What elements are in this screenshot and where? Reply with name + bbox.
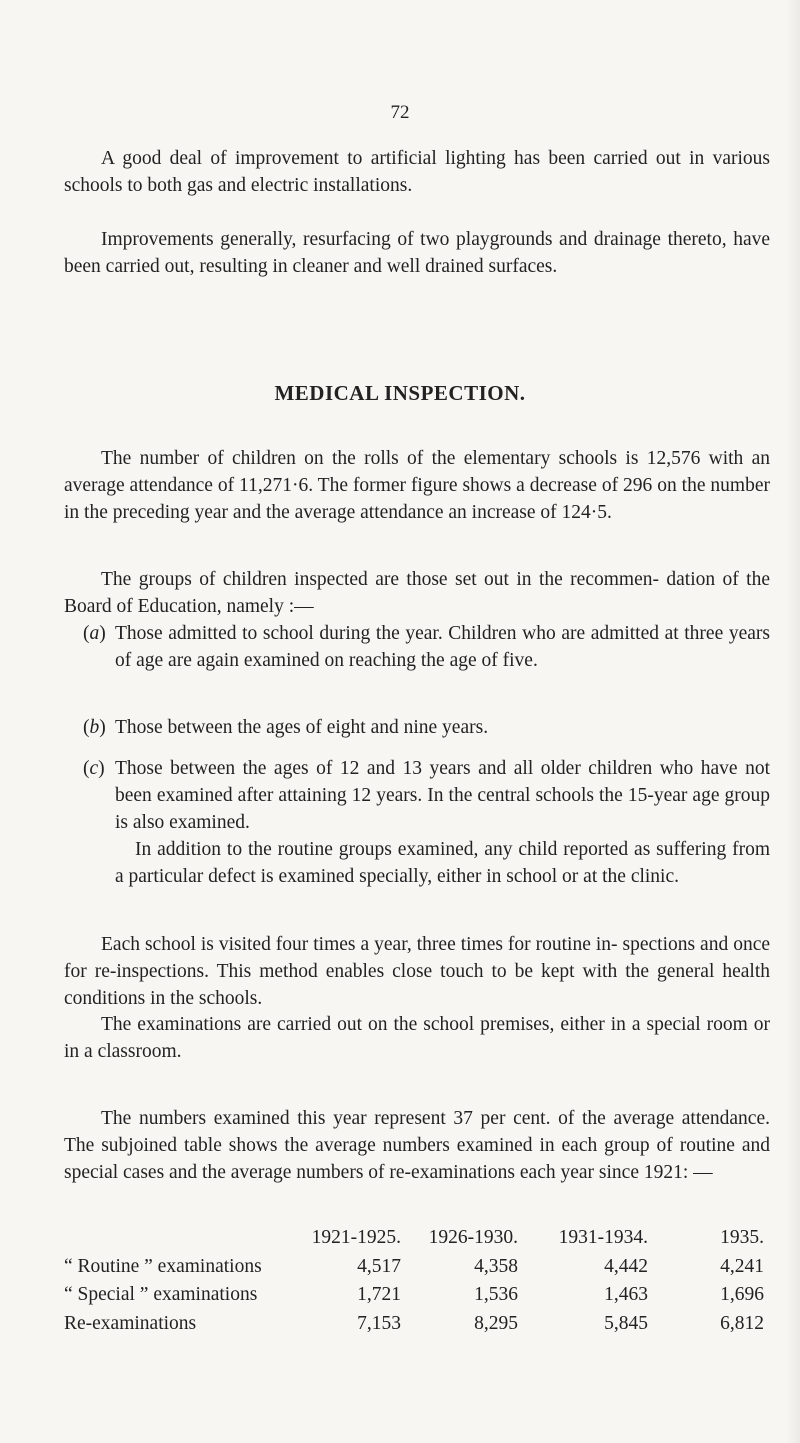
table-header-cell: 1931-1934.	[558, 1227, 648, 1248]
table-row	[64, 1256, 770, 1285]
table-cell: 4,442	[604, 1255, 648, 1277]
table-cell: 8,295	[474, 1312, 518, 1334]
table-cell: 1,696	[720, 1284, 764, 1305]
list-text-b: Those between the ages of eight and nine years.	[115, 717, 489, 738]
table-row-label: “ Special ” examinations	[64, 1284, 258, 1305]
paragraph-premises: The examinations are carried out on the school premises, either in a special room or in a classroom.	[64, 1014, 770, 1062]
table-row-label: “ Routine ” examinations	[64, 1255, 262, 1277]
table-header-row	[64, 1227, 770, 1256]
list-label-b: (b)	[83, 717, 106, 738]
list-label-a: (a)	[83, 623, 106, 644]
paragraph-improvements: Improvements generally, resurfacing of two playgrounds and drainage thereto, have been carried out, resulting in cleaner and well drained surfaces.	[64, 229, 770, 277]
paragraph-visits: Each school is visited four times a year, three times for routine in- spections and once for re-inspections. This method enables close touch to be kept with the general health conditions in the schools.	[64, 934, 770, 1009]
examinations-table	[64, 1227, 770, 1341]
table-cell: 4,517	[357, 1255, 401, 1277]
table-cell: 7,153	[357, 1312, 401, 1334]
paragraph-addition: In addition to the routine groups examined, any child reported as suffering from a particular defect is examined specially, either in school or at the clinic.	[115, 839, 770, 887]
table-row	[64, 1284, 770, 1313]
table-row	[64, 1313, 770, 1342]
table-header-cell: 1926-1930.	[428, 1227, 518, 1248]
table-cell: 6,812	[720, 1312, 764, 1334]
table-header-cell: 1935.	[720, 1227, 764, 1248]
section-heading: MEDICAL INSPECTION.	[274, 381, 526, 405]
table-cell: 1,463	[604, 1284, 648, 1305]
table-cell: 4,358	[474, 1255, 518, 1277]
paragraph-groups: The groups of children inspected are those set out in the recommen- dation of the Board of Education, namely :—	[64, 569, 770, 617]
table-cell: 1,721	[357, 1284, 401, 1305]
paragraph-numbers: The numbers examined this year represent 37 per cent. of the average attendance. The subjoined table shows the average numbers examined in each group of routine and special cases and the average numbers of re-examinations each year since 1921: —	[64, 1108, 770, 1183]
paragraph-rolls: The number of children on the rolls of the elementary schools is 12,576 with an average attendance of 11,271·6. The former figure shows a decrease of 296 on the number in the preceding year and the average attendance an increase of 124·5.	[64, 448, 770, 523]
list-text-a: Those admitted to school during the year. Children who are admitted at three years of age are again examined on reaching the age of five.	[115, 623, 770, 671]
table-row-label: Re-examinations	[64, 1312, 197, 1334]
list-label-c: (c)	[83, 758, 105, 779]
table-header-cell: 1921-1925.	[311, 1227, 401, 1248]
table-cell: 1,536	[474, 1284, 518, 1305]
page-number: 72	[390, 102, 410, 123]
table-cell: 5,845	[604, 1312, 648, 1334]
table-cell: 4,241	[720, 1255, 764, 1277]
paragraph-lighting: A good deal of improvement to artificial lighting has been carried out in various schools to both gas and electric installations.	[64, 148, 770, 196]
page-edge-shadow	[786, 0, 800, 1443]
list-text-c: Those between the ages of 12 and 13 years and all older children who have not been examined after attaining 12 years. In the central schools the 15-year age group is also examined.	[115, 758, 770, 833]
